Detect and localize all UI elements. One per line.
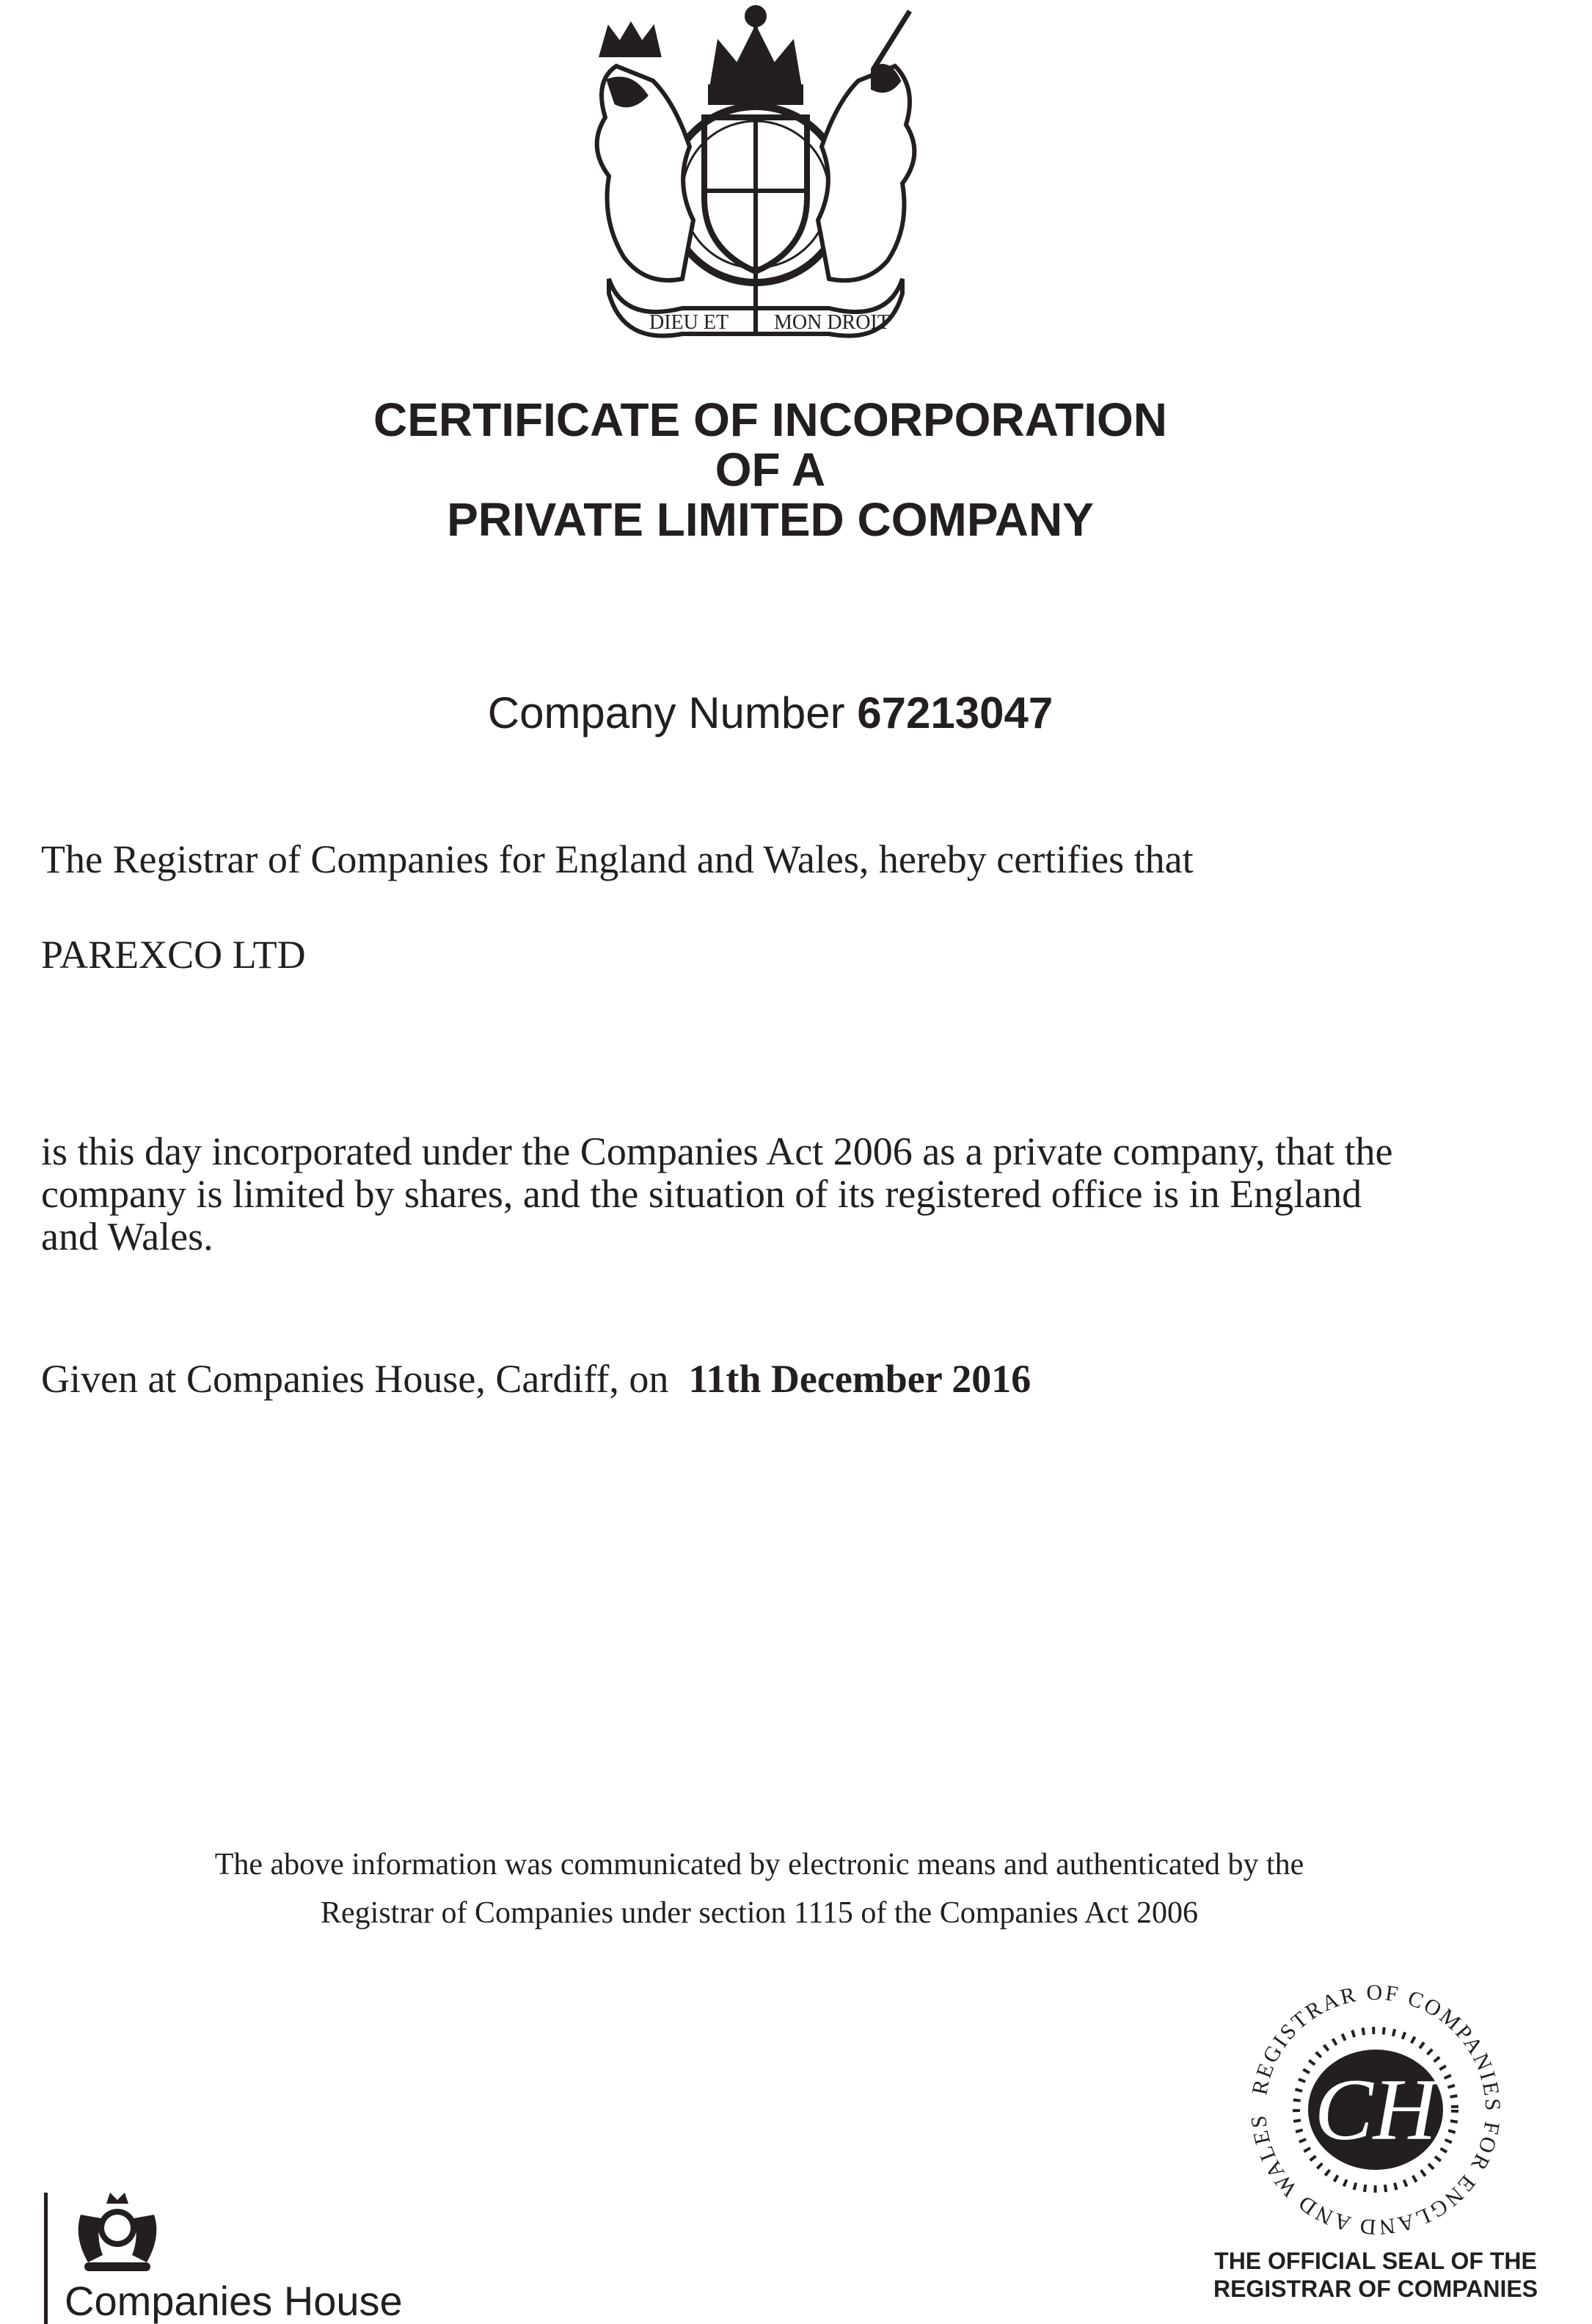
seal-caption-line: THE OFFICIAL SEAL OF THE <box>1214 2248 1537 2274</box>
incorporation-statement <box>41 1130 1501 1258</box>
company-number-label: Company Number <box>487 688 845 737</box>
seal-monogram: CH <box>1314 2061 1437 2158</box>
company-number-value: 67213047 <box>857 688 1054 737</box>
certificate-title-line2: OF A <box>715 443 826 496</box>
svg-text:DIEU ET: DIEU ET <box>649 311 729 334</box>
authentication-note-line: The above information was communicated by electronic means and authenticated by the <box>214 1848 1304 1882</box>
company-name: PAREXCO LTD <box>41 933 306 977</box>
companies-house-crest-icon <box>66 2193 169 2273</box>
incorporation-line: and Wales. <box>41 1214 213 1258</box>
certificate-title-line1: CERTIFICATE OF INCORPORATION <box>373 393 1168 446</box>
certificate-title-line3: PRIVATE LIMITED COMPANY <box>447 493 1094 546</box>
seal-caption-line: REGISTRAR OF COMPANIES <box>1213 2276 1538 2302</box>
incorporation-date: 11th December 2016 <box>688 1357 1031 1401</box>
registrar-statement: The Registrar of Companies for England and Wales, hereby certifies that <box>41 837 1194 881</box>
royal-coat-of-arms-icon <box>565 0 946 345</box>
given-statement <box>41 1358 1545 1400</box>
official-seal-icon <box>1240 1974 1511 2245</box>
seal-caption <box>1166 2247 1585 2303</box>
companies-house-logo <box>44 2193 499 2324</box>
companies-house-logo-text: Companies House <box>65 2278 403 2324</box>
incorporation-line: company is limited by shares, and the situation of its registered office is in England <box>41 1172 1362 1216</box>
svg-text:MON DROIT: MON DROIT <box>774 311 890 334</box>
authentication-note <box>0 1840 1519 1937</box>
seal-ring-text: REGISTRAR OF COMPANIES FOR ENGLAND AND WALES <box>1246 1980 1505 2240</box>
given-prefix: Given at Companies House, Cardiff, on <box>41 1357 669 1401</box>
logo-divider <box>44 2193 48 2324</box>
authentication-note-line: Registrar of Companies under section 1115 of the Companies Act 2006 <box>321 1896 1198 1930</box>
incorporation-line: is this day incorporated under the Companies Act 2006 as a private company, that the <box>41 1129 1393 1173</box>
company-number <box>0 688 1541 739</box>
